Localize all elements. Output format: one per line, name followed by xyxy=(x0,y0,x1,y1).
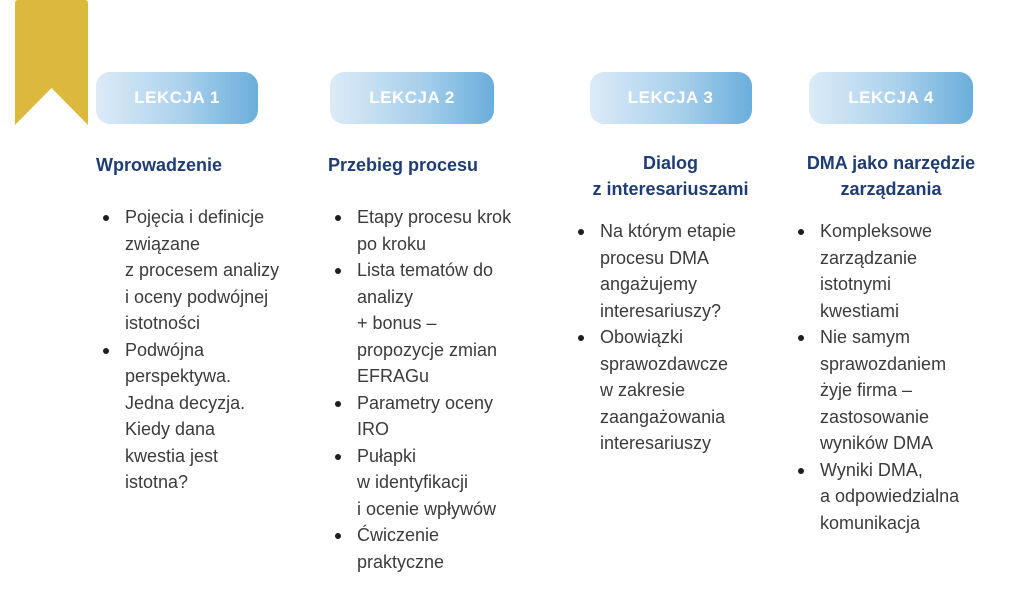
lesson-4-badge: LEKCJA 4 xyxy=(809,72,973,124)
topic-item: Nie samym sprawozdaniem żyje firma – zastosowanie wyników DMA xyxy=(794,324,996,457)
topic-item: Pojęcia i definicje związane z procesem analizy i oceny podwójnej istotności xyxy=(99,204,321,337)
topic-item: Parametry oceny IRO xyxy=(331,390,553,443)
lesson-3-title: Dialog z interesariuszami xyxy=(592,153,749,199)
topic-item: Na którym etapie procesu DMA angażujemy interesariuszy? xyxy=(574,218,773,324)
topic-item: Ćwiczenie praktyczne xyxy=(331,522,553,575)
lesson-1-badge: LEKCJA 1 xyxy=(96,72,258,124)
lesson-3-topics xyxy=(574,218,773,457)
topic-item: Lista tematów do analizy + bonus – propozycje zmian EFRAGu xyxy=(331,257,553,390)
topic-item: Kompleksowe zarządzanie istotnymi kwestiami xyxy=(794,218,996,324)
lesson-1-title: Wprowadzenie xyxy=(96,155,223,175)
lesson-3-column xyxy=(568,72,773,457)
lesson-1-topics xyxy=(99,204,321,496)
topic-item: Pułapki w identyfikacji i ocenie wpływów xyxy=(331,443,553,523)
lesson-4-column xyxy=(786,72,996,536)
topic-item: Obowiązki sprawozdawcze w zakresie zaangażowania interesariuszy xyxy=(574,324,773,457)
lesson-4-topics xyxy=(794,218,996,536)
topic-item: Wyniki DMA, a odpowiedzialna komunikacja xyxy=(794,457,996,537)
lesson-3-badge: LEKCJA 3 xyxy=(590,72,752,124)
lesson-4-title: DMA jako narzędzie zarządzania xyxy=(806,153,976,199)
lesson-2-column xyxy=(328,72,553,575)
topic-item: Podwójna perspektywa. Jedna decyzja. Kiedy dana kwestia jest istotna? xyxy=(99,337,321,496)
lesson-2-title: Przebieg procesu xyxy=(328,155,479,175)
lesson-2-topics xyxy=(331,204,553,575)
lesson-1-column xyxy=(96,72,321,496)
bookmark-icon xyxy=(15,0,88,125)
lesson-2-badge: LEKCJA 2 xyxy=(330,72,494,124)
topic-item: Etapy procesu krok po kroku xyxy=(331,204,553,257)
